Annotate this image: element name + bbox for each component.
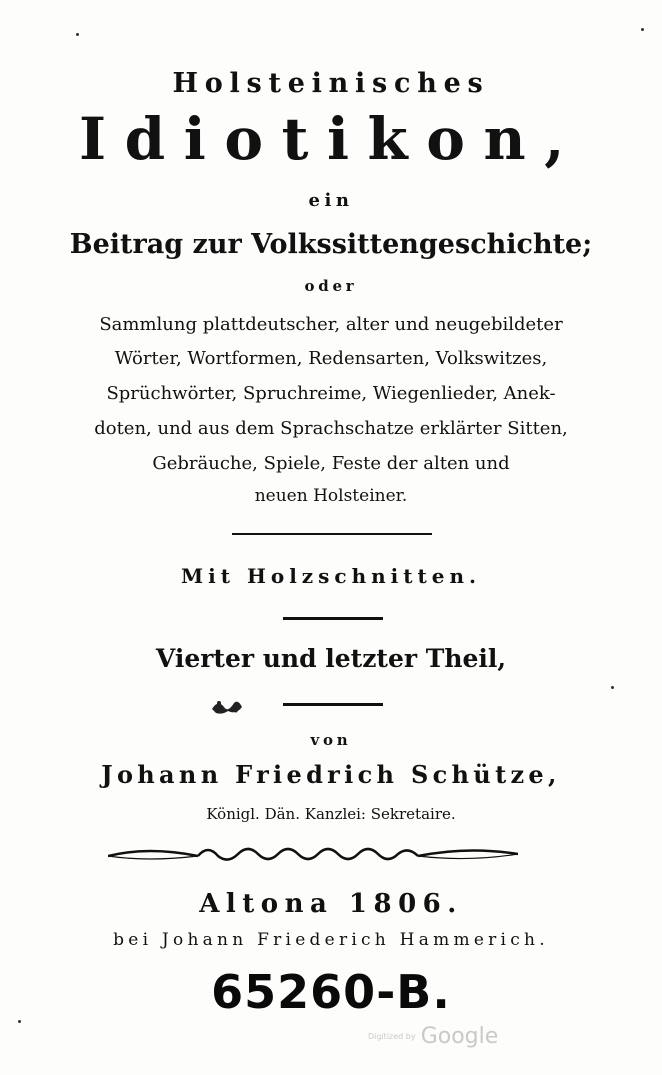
description-line-5: Gebräuche, Spiele, Feste der alten und — [152, 453, 510, 474]
title-line-holsteinisches: Holsteinisches — [172, 68, 490, 99]
paper-speck — [18, 1020, 21, 1023]
description-line-4: doten, und aus dem Sprachschatze erklärter Sitten, — [94, 418, 568, 439]
decorative-rule-ornament — [108, 842, 518, 866]
watermark-prefix: Digitized by — [368, 1032, 416, 1041]
volume-statement: Vierter und letzter Theil, — [155, 644, 507, 673]
google-watermark — [368, 1024, 498, 1049]
publisher-imprint: bei Johann Friederich Hammerich. — [113, 930, 549, 950]
author-preposition: von — [310, 731, 352, 749]
place-and-year: Altona 1806. — [199, 889, 463, 919]
divider-rule-3 — [283, 703, 383, 706]
title-line-ein: ein — [308, 190, 354, 211]
printer-ornament-icon — [210, 697, 244, 717]
paper-speck — [611, 686, 614, 689]
divider-rule-2 — [283, 617, 383, 620]
author-name: Johann Friedrich Schütze, — [101, 760, 561, 789]
main-title-idiotikon: Idiotikon, — [78, 105, 584, 173]
description-line-2: Wörter, Wortformen, Redensarten, Volkswitzes, — [114, 348, 548, 369]
description-line-1: Sammlung plattdeutscher, alter und neugebildeter — [99, 314, 563, 335]
title-line-oder: oder — [304, 277, 358, 295]
description-line-3: Sprüchwörter, Spruchreime, Wiegenlieder, Anek- — [106, 383, 556, 404]
subtitle-beitrag: Beitrag zur Volkssittengeschichte; — [69, 229, 593, 260]
library-shelfmark-stamp: 65260-B. — [211, 965, 451, 1019]
author-title: Königl. Dän. Kanzlei: Sekretaire. — [206, 805, 456, 823]
illustrations-note: Mit Holzschnitten. — [181, 564, 481, 588]
paper-speck — [641, 28, 644, 31]
description-line-6: neuen Holsteiner. — [254, 486, 408, 506]
divider-rule-1 — [232, 533, 432, 535]
google-logo: Google — [420, 1024, 499, 1049]
paper-speck — [76, 33, 79, 36]
